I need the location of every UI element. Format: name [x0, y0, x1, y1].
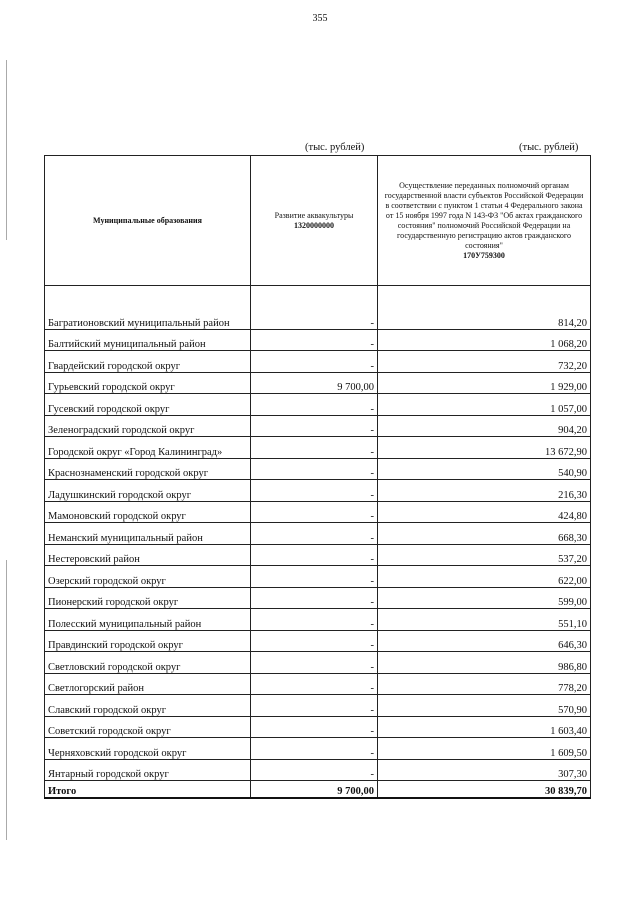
civil-registry-value-cell: 537,20 — [378, 544, 591, 566]
header-civil-registry-code: 170У759300 — [463, 250, 505, 260]
civil-registry-value-cell: 216,30 — [378, 480, 591, 502]
table-row — [45, 415, 591, 437]
municipality-cell: Гвардейский городской округ — [45, 351, 251, 373]
table-row — [45, 673, 591, 695]
aquaculture-value-cell: 9 700,00 — [251, 372, 378, 394]
aquaculture-value-cell: - — [251, 394, 378, 416]
civil-registry-value-cell: 1 057,00 — [378, 394, 591, 416]
margin-line — [6, 60, 7, 240]
municipality-cell: Гурьевский городской округ — [45, 372, 251, 394]
header-row — [45, 156, 591, 286]
header-municipalities: Муниципальные образования — [45, 156, 251, 286]
aquaculture-value-cell: - — [251, 566, 378, 588]
table-row — [45, 372, 591, 394]
civil-registry-value-cell: 814,20 — [378, 308, 591, 329]
aquaculture-value-cell: - — [251, 716, 378, 738]
aquaculture-value-cell: - — [251, 652, 378, 674]
aquaculture-value-cell: - — [251, 630, 378, 652]
municipality-cell: Гусевский городской округ — [45, 394, 251, 416]
aquaculture-value-cell: - — [251, 458, 378, 480]
municipality-cell: Пионерский городской округ — [45, 587, 251, 609]
budget-table — [44, 155, 591, 799]
municipality-cell: Багратионовский муниципальный район — [45, 308, 251, 329]
margin-line — [6, 560, 7, 840]
aquaculture-value-cell: - — [251, 673, 378, 695]
header-aquaculture-code: 1320000000 — [294, 220, 334, 230]
municipality-cell: Неманский муниципальный район — [45, 523, 251, 545]
municipality-cell: Ладушкинский городской округ — [45, 480, 251, 502]
aquaculture-value-cell: - — [251, 501, 378, 523]
spacer-row — [45, 286, 591, 309]
header-civil-registry-title: Осуществление переданных полномочий органам государственной власти субъектов Российской Федерации в соответствии с пунктом 1 статьи 4 Федерального закона от 15 ноября 1997 года N 143-ФЗ "Об актах гражданского состояния" полномочий Российской Федерации на государственную регистрацию актов гражданского состояния" — [384, 180, 584, 250]
header-aquaculture-title: Развитие аквакультуры — [274, 210, 354, 220]
municipality-cell: Нестеровский район — [45, 544, 251, 566]
aquaculture-value-cell: - — [251, 738, 378, 760]
civil-registry-value-cell: 646,30 — [378, 630, 591, 652]
civil-registry-value-cell: 986,80 — [378, 652, 591, 674]
table-row — [45, 394, 591, 416]
table-row — [45, 329, 591, 351]
civil-registry-value-cell: 13 672,90 — [378, 437, 591, 459]
municipality-cell: Полесский муниципальный район — [45, 609, 251, 631]
table-row — [45, 308, 591, 329]
civil-registry-value-cell: 570,90 — [378, 695, 591, 717]
civil-registry-value-cell: 1 929,00 — [378, 372, 591, 394]
civil-registry-value-cell: 307,30 — [378, 759, 591, 781]
municipality-cell: Советский городской округ — [45, 716, 251, 738]
municipality-cell: Черняховский городской округ — [45, 738, 251, 760]
aquaculture-value-cell: - — [251, 587, 378, 609]
table-row — [45, 716, 591, 738]
aquaculture-value-cell: - — [251, 329, 378, 351]
aquaculture-value-cell: - — [251, 759, 378, 781]
civil-registry-value-cell: 732,20 — [378, 351, 591, 373]
table-row — [45, 652, 591, 674]
aquaculture-value-cell: - — [251, 544, 378, 566]
units-label-col2: (тыс. рублей) — [305, 142, 365, 153]
table-row — [45, 566, 591, 588]
aquaculture-value-cell: - — [251, 695, 378, 717]
aquaculture-value-cell: - — [251, 437, 378, 459]
table-row — [45, 609, 591, 631]
total-row — [45, 781, 591, 799]
municipality-cell: Городской округ «Город Калининград» — [45, 437, 251, 459]
table-row — [45, 587, 591, 609]
municipality-cell: Зеленоградский городской округ — [45, 415, 251, 437]
civil-registry-value-cell: 904,20 — [378, 415, 591, 437]
civil-registry-value-cell: 622,00 — [378, 566, 591, 588]
table-row — [45, 501, 591, 523]
table-row — [45, 695, 591, 717]
municipality-cell: Краснознаменский городской округ — [45, 458, 251, 480]
municipality-cell: Славский городской округ — [45, 695, 251, 717]
civil-registry-value-cell: 599,00 — [378, 587, 591, 609]
municipality-cell: Янтарный городской округ — [45, 759, 251, 781]
table-row — [45, 437, 591, 459]
header-aquaculture — [251, 156, 378, 286]
municipality-cell: Итого — [45, 781, 251, 799]
municipality-cell: Светлогорский район — [45, 673, 251, 695]
aquaculture-value-cell: - — [251, 415, 378, 437]
table-row — [45, 523, 591, 545]
municipality-cell: Балтийский муниципальный район — [45, 329, 251, 351]
page-number: 355 — [312, 13, 328, 24]
civil-registry-value-cell: 1 603,40 — [378, 716, 591, 738]
aquaculture-value-cell: - — [251, 523, 378, 545]
municipality-cell: Мамоновский городской округ — [45, 501, 251, 523]
header-civil-registry — [378, 156, 591, 286]
civil-registry-value-cell: 668,30 — [378, 523, 591, 545]
table-row — [45, 480, 591, 502]
municipality-cell: Озерский городской округ — [45, 566, 251, 588]
civil-registry-value-cell: 30 839,70 — [378, 781, 591, 799]
table-row — [45, 458, 591, 480]
municipality-cell: Светловский городской округ — [45, 652, 251, 674]
civil-registry-value-cell: 540,90 — [378, 458, 591, 480]
municipality-cell: Правдинский городской округ — [45, 630, 251, 652]
civil-registry-value-cell: 778,20 — [378, 673, 591, 695]
civil-registry-value-cell: 1 609,50 — [378, 738, 591, 760]
aquaculture-value-cell: - — [251, 480, 378, 502]
aquaculture-value-cell: 9 700,00 — [251, 781, 378, 799]
table-row — [45, 351, 591, 373]
aquaculture-value-cell: - — [251, 609, 378, 631]
aquaculture-value-cell: - — [251, 308, 378, 329]
aquaculture-value-cell: - — [251, 351, 378, 373]
civil-registry-value-cell: 1 068,20 — [378, 329, 591, 351]
table-row — [45, 759, 591, 781]
units-label-col3: (тыс. рублей) — [519, 142, 579, 153]
table-row — [45, 738, 591, 760]
table-row — [45, 630, 591, 652]
table-row — [45, 544, 591, 566]
civil-registry-value-cell: 551,10 — [378, 609, 591, 631]
civil-registry-value-cell: 424,80 — [378, 501, 591, 523]
